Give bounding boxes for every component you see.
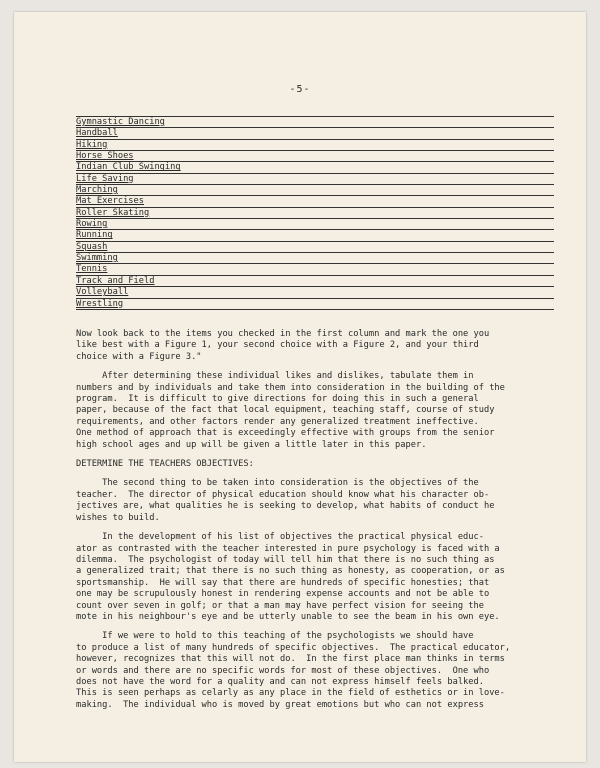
list-item: Life Saving	[76, 174, 554, 185]
list-item: Wrestling	[76, 299, 554, 310]
list-item: Hiking	[76, 140, 554, 151]
paragraph-instructions: Now look back to the items you checked in the first column and mark the one you like best with a Figure 1, your second choice with a Figure 2, and your third choice with a Figure 3."	[76, 329, 490, 362]
list-item: Handball	[76, 128, 554, 139]
list-item: Swimming	[76, 253, 554, 264]
list-item: Running	[76, 230, 554, 241]
list-item: Squash	[76, 242, 554, 253]
list-item: Indian Club Swinging	[76, 162, 554, 173]
paragraph-objectives: The second thing to be taken into consideration is the objectives of the teacher. The director of physical education should know what his character ob- jectives are, what qualities he is seeking to develop, what habits of conduct he wishes to build.	[76, 478, 495, 523]
list-item: Roller Skating	[76, 208, 554, 219]
document-page	[14, 12, 586, 762]
list-item: Volleyball	[76, 287, 554, 298]
section-heading: DETERMINE THE TEACHERS OBJECTIVES:	[76, 459, 254, 470]
paragraph-psychologists: If we were to hold to this teaching of the psychologists we should have to produce a list of many hundreds of specific objectives. The practical educator, however, recognizes that this will not do. In the first place man thinks in terms or words and there are no specific words for most of these objectives. One who does not have the word for a quality and can not express himself feels balked. This is seen perhaps as celarly as any place in the field of esthetics or in love- making. The individual who is moved by great emotions but who can not express	[76, 631, 511, 710]
body-text	[76, 329, 554, 719]
list-item: Mat Exercises	[76, 196, 554, 207]
activity-list	[76, 116, 554, 310]
list-item: Horse Shoes	[76, 151, 554, 162]
paragraph-tabulate: After determining these individual likes and dislikes, tabulate them in numbers and by individuals and take them into consideration in the building of the program. It is difficult to give directions for doing this in such a general paper, because of the fact that local equipment, teaching staff, course of study requirements, and other factors render any generalized treatment ineffective. One method of approach that is exceedingly effective with groups from the senior high school ages and up will be given a little later in this paper.	[76, 371, 505, 450]
list-item: Marching	[76, 185, 554, 196]
paragraph-dilemma: In the development of his list of objectives the practical physical educ- ator as contrasted with the teacher interested in pure psychology is faced with a dilemma. The psychologist of today will tell him that there is no such thing as a generalized trait; that there is no such thing as honesty, as cooperation, or as sportsmanship. He will say that there are hundreds of specific honesties; that one may be scrupulously honest in rendering expense accounts and not be able to count over seven in golf; or that a man may have perfect vision for seeing the mote in his neighbour's eye and be utterly unable to see the beam in his own eye.	[76, 532, 505, 622]
page-number: -5-	[289, 84, 311, 95]
list-item: Gymnastic Dancing	[76, 117, 554, 128]
list-item: Rowing	[76, 219, 554, 230]
list-item: Tennis	[76, 264, 554, 275]
list-item: Track and Field	[76, 276, 554, 287]
